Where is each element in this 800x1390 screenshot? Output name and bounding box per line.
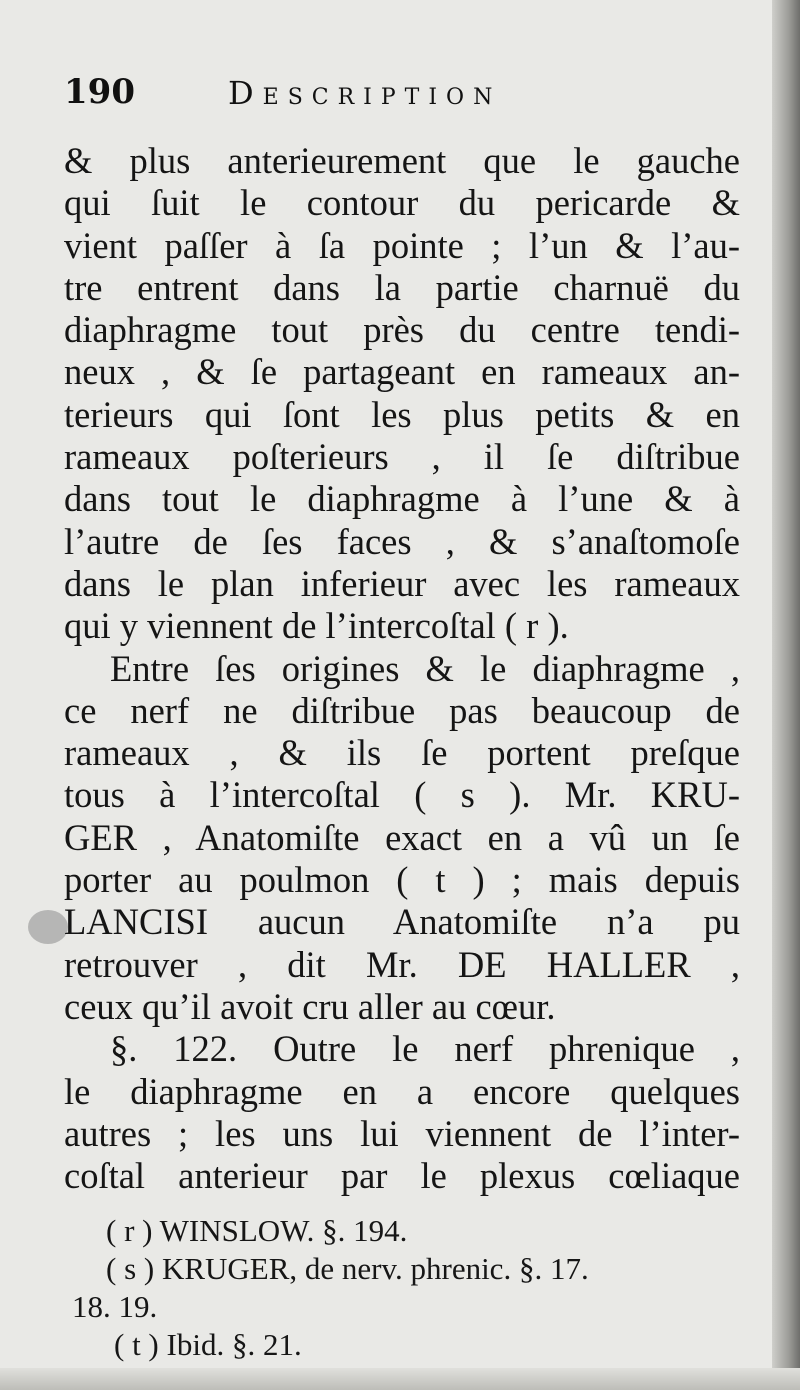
running-title: Description [228, 74, 502, 112]
page-header [64, 72, 734, 128]
page-bottom-edge [0, 1368, 800, 1390]
text-line: l’autre de ſes faces , & s’anaſtomoſe [64, 520, 740, 562]
text-line: ceux qu’il avoit cru aller au cœur. [64, 985, 556, 1027]
text-line: porter au poulmon ( t ) ; mais depuis [64, 859, 740, 901]
text-line: §. 122. Outre le nerf phrenique , [110, 1028, 740, 1070]
text-line: qui ſuit le contour du pericarde & [64, 182, 740, 224]
text-line: LANCISI aucun Anatomiſte n’a pu [64, 901, 740, 943]
body-text [64, 140, 740, 1197]
text-line: rameaux poſterieurs , il ſe diſtribue [64, 436, 740, 478]
text-line: vient paſſer à ſa pointe ; l’un & l’au- [64, 224, 740, 266]
page-number: 190 [64, 72, 135, 112]
text-line: coſtal anterieur par le plexus cœliaque [64, 1155, 740, 1197]
text-line: dans tout le diaphragme à l’une & à [64, 478, 740, 520]
footnote-t: ( t ) Ibid. §. 21. [114, 1327, 302, 1362]
footnote-r: ( r ) WINSLOW. §. 194. [106, 1213, 408, 1248]
text-line: retrouver , dit Mr. DE HALLER , [64, 943, 740, 985]
text-line: rameaux , & ils ſe portent preſque [64, 732, 740, 774]
text-line: tre entrent dans la partie charnuë du [64, 266, 740, 308]
footnote-s: ( s ) KRUGER, de nerv. phrenic. §. 17. [106, 1251, 589, 1286]
text-line: autres ; les uns lui viennent de l’inter- [64, 1112, 740, 1154]
text-line: & plus anterieurement que le gauche [64, 140, 740, 181]
text-line: Entre ſes origines & le diaphragme , [110, 647, 740, 689]
text-line: GER , Anatomiſte exact en a vû un ſe [64, 816, 740, 858]
text-line: le diaphragme en a encore quelques [64, 1070, 740, 1112]
text-line: dans le plan inferieur avec les rameaux [64, 562, 740, 604]
footnote-s-continued: 18. 19. [72, 1289, 158, 1324]
footnotes [72, 1212, 740, 1364]
text-line: terieurs qui ſont les plus petits & en [64, 393, 740, 435]
text-line: neux , & ſe partageant en rameaux an- [64, 351, 740, 393]
ink-stain [28, 910, 68, 944]
text-line: diaphragme tout près du centre tendi- [64, 309, 740, 351]
text-line: tous à l’intercoſtal ( s ). Mr. KRU- [64, 774, 740, 816]
text-line: qui y viennent de l’intercoſtal ( r ). [64, 605, 569, 647]
page-edge-shadow [772, 0, 800, 1390]
text-line: ce nerf ne diſtribue pas beaucoup de [64, 689, 740, 731]
